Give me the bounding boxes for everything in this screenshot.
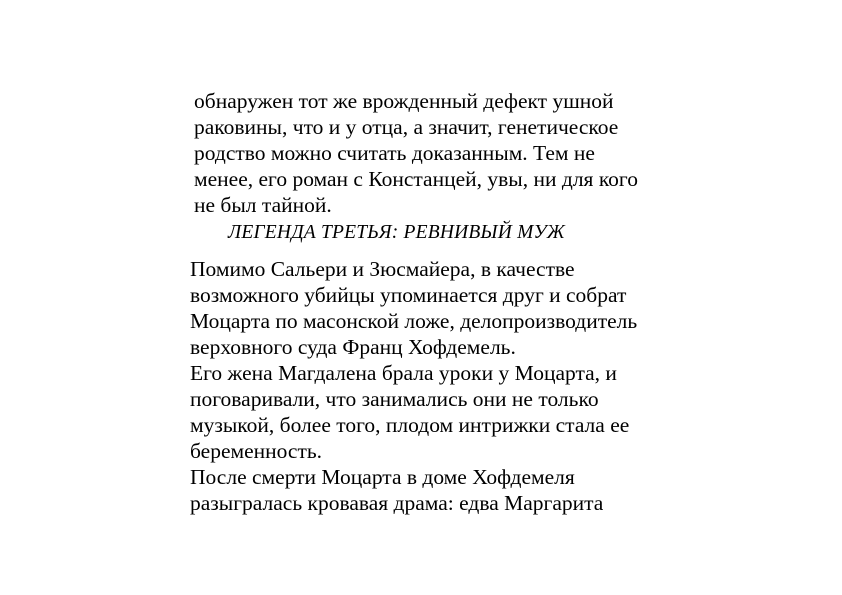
- text-line: менее, его роман с Констанцей, увы, ни для кого: [194, 167, 638, 191]
- text-line: родство можно считать доказанным. Тем не: [194, 141, 595, 165]
- text-line: Его жена Магдалена брала уроки у Моцарта, и: [190, 361, 617, 385]
- text-line: обнаружен тот же врожденный дефект ушной: [194, 89, 614, 113]
- text-line: поговаривали, что занимались они не только: [190, 387, 599, 411]
- text-line: верховного суда Франц Хофдемель.: [190, 335, 516, 359]
- text-line: раковины, что и у отца, а значит, генетическое: [194, 115, 619, 139]
- text-line: возможного убийцы упоминается друг и собрат: [190, 283, 627, 307]
- text-line: не был тайной.: [194, 193, 332, 217]
- text-line: беременность.: [190, 439, 323, 463]
- text-line: музыкой, более того, плодом интрижки стала ее: [190, 413, 630, 437]
- text-line: Помимо Сальери и Зюсмайера, в качестве: [190, 257, 575, 281]
- text-line: разыгралась кровавая драма: едва Маргарита: [190, 491, 604, 515]
- text-line: Моцарта по масонской ложе, делопроизводитель: [190, 309, 638, 333]
- section-heading: ЛЕГЕНДА ТРЕТЬЯ: РЕВНИВЫЙ МУЖ: [228, 222, 565, 243]
- text-line: После смерти Моцарта в доме Хофдемеля: [190, 465, 575, 489]
